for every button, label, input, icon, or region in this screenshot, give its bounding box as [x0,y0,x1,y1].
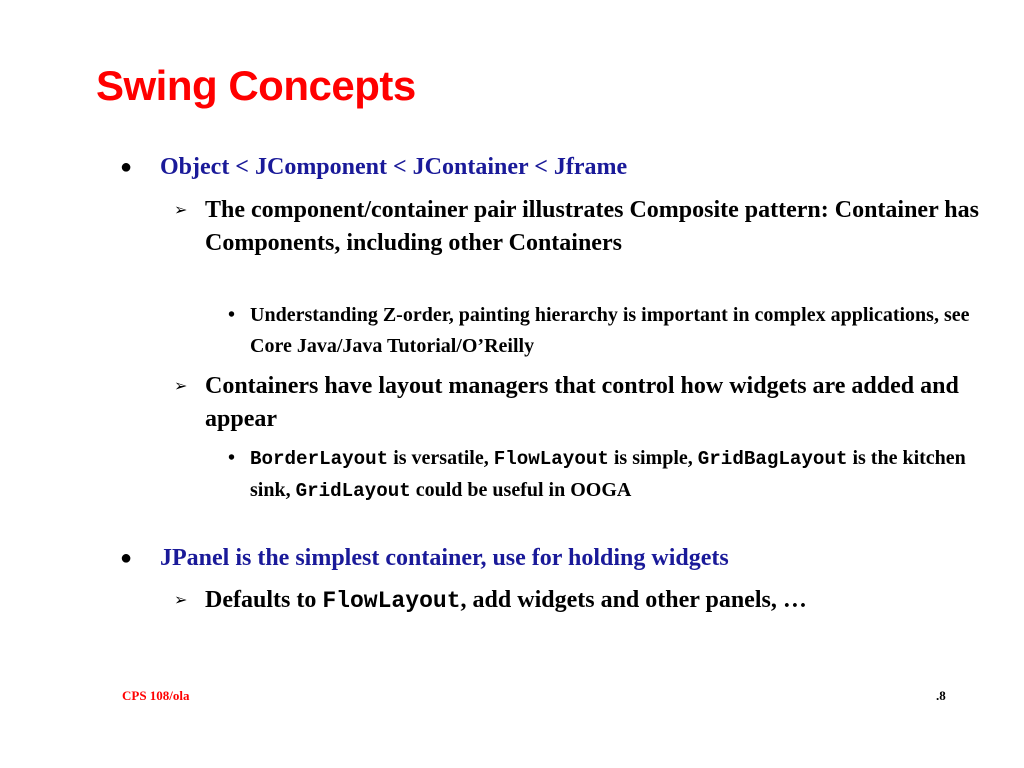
subsubbullet-layouts [228,443,970,507]
arrow-bullet-icon: ➢ [174,202,188,219]
bullet-text: JPanel is the simplest container, use for holding widgets [160,545,729,571]
small-dot-icon: • [228,447,236,469]
subbullet-text: The component/container pair illustrates Composite pattern: Container has Components, including other Containers [205,197,979,256]
code-flow-layout: FlowLayout [493,448,609,470]
code-grid-layout: GridLayout [295,480,411,502]
text-defaults-prefix: Defaults to [205,587,323,613]
text-simple: is simple, [608,447,698,469]
subbullet-composite-pattern [174,194,985,260]
text-defaults-suffix: , add widgets and other panels, … [460,587,807,613]
text-kitchen-sink: is the kitchen sink, [250,447,966,501]
text-ooga: could be useful in OOGA [410,479,632,501]
bullet-dot-icon: ● [120,547,133,569]
arrow-bullet-icon: ➢ [174,378,188,395]
text-versatile: is versatile, [388,447,494,469]
bullet-jpanel [120,543,729,573]
subsubbullet-z-order [228,300,970,362]
code-gridbag-layout: GridBagLayout [697,448,848,470]
arrow-bullet-icon: ➢ [174,592,188,609]
bullet-object-hierarchy [120,152,628,182]
bullet-text: Object < JComponent < JContainer < Jframe [160,154,628,180]
footer-course: CPS 108/ola [122,688,190,703]
subsubbullet-text: Understanding Z-order, painting hierarchy is important in complex applications, see Core Java/Java Tutorial/O’Reilly [250,304,970,357]
code-flow-layout: FlowLayout [322,588,461,614]
code-border-layout: BorderLayout [250,448,389,470]
footer-page-number: .8 [936,688,946,703]
small-dot-icon: • [228,304,236,326]
subbullet-defaults [174,584,985,618]
slide-title: Swing Concepts [96,62,416,109]
subbullet-layout-managers [174,370,985,436]
subbullet-text: Containers have layout managers that control how widgets are added and appear [205,373,959,432]
bullet-dot-icon: ● [120,156,133,178]
